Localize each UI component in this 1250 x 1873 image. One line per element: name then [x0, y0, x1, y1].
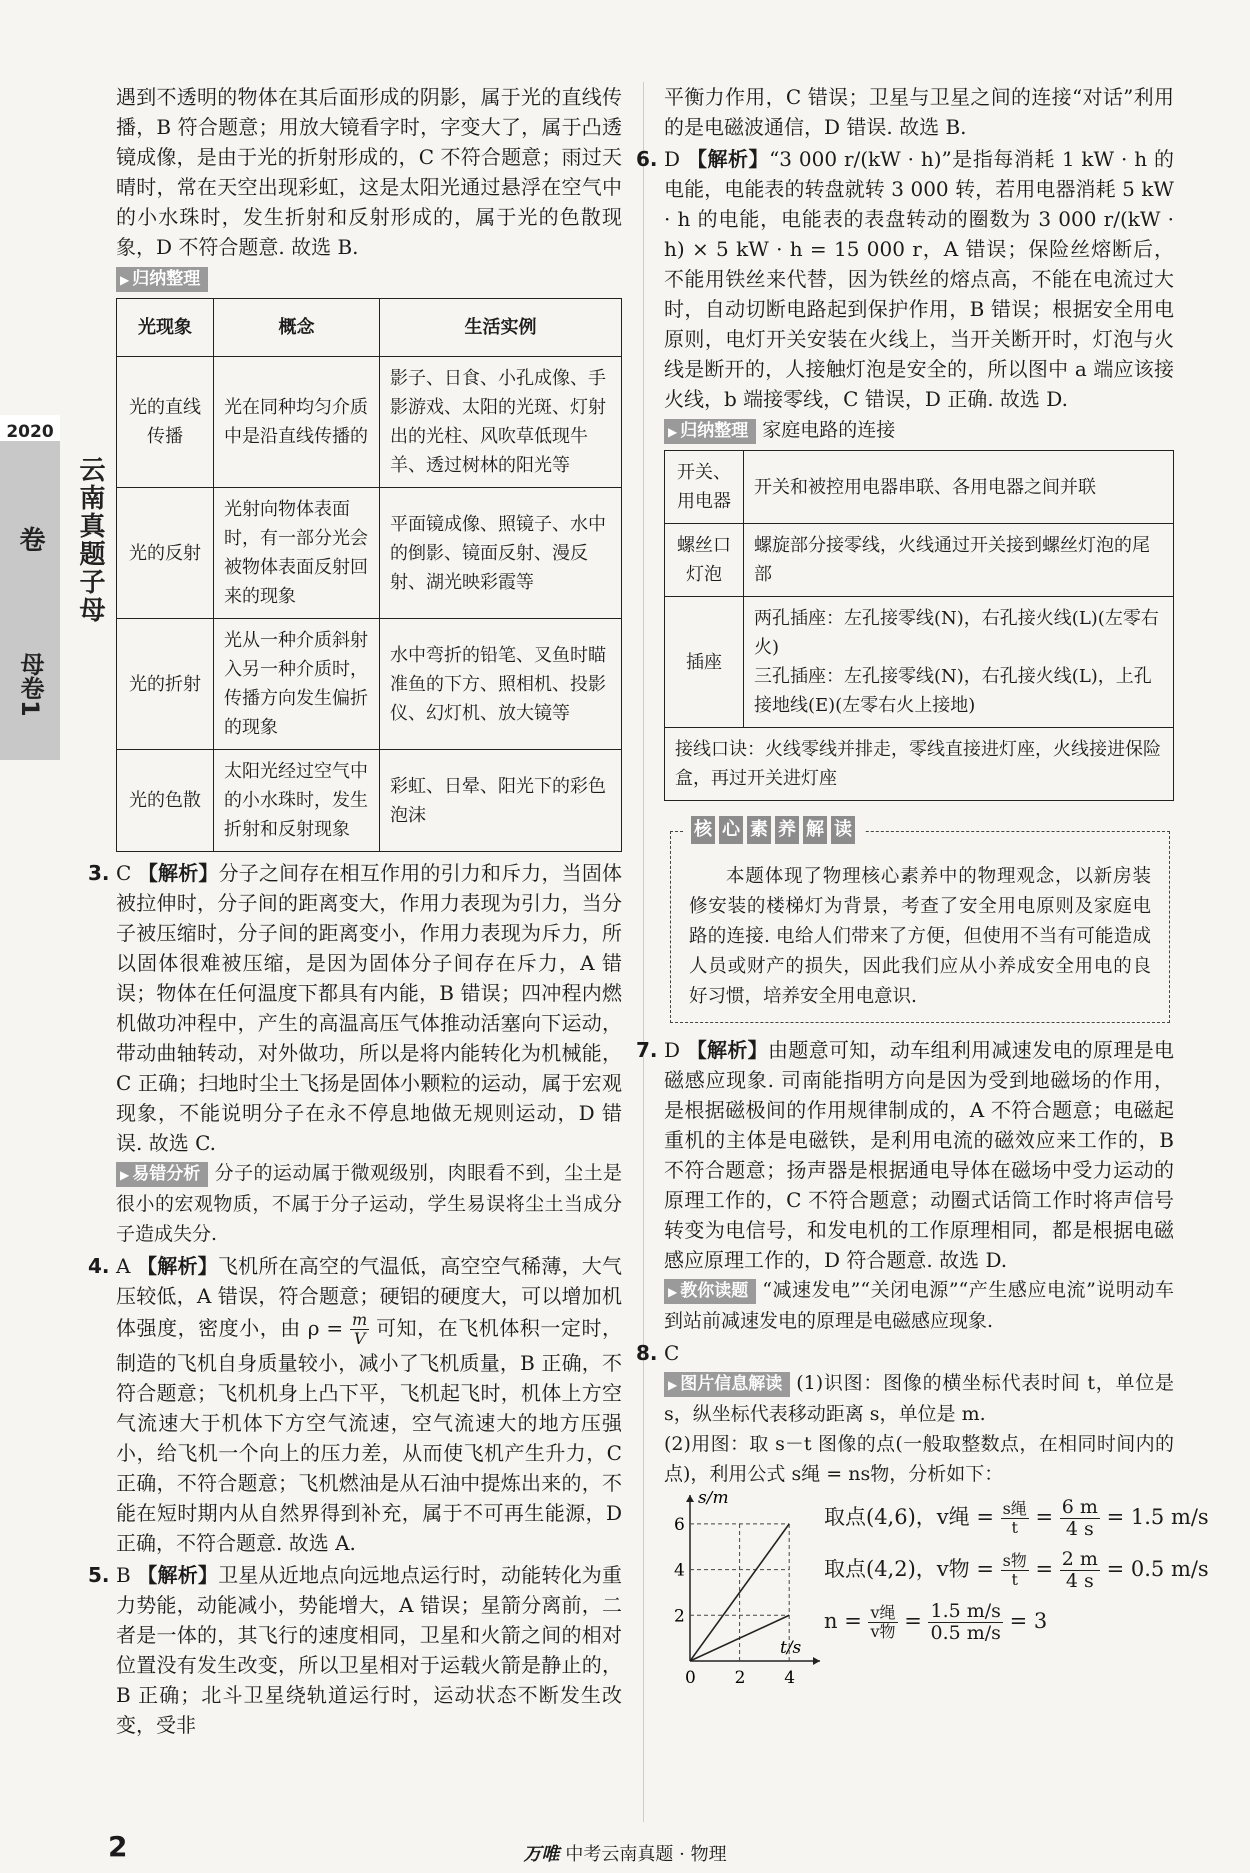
- x-tick-label: 4: [784, 1668, 796, 1688]
- table-cell: 光在同种均匀介质中是沿直线传播的: [214, 357, 380, 488]
- calc-object-speed: 取点(4,2)，v物 = $\frac{\text{s物}}{t}$ = $\frac{2 m}{4 s}$ = 0.5 m/s: [824, 1548, 1209, 1592]
- core-literacy-box: [670, 819, 1170, 1023]
- table-row: [117, 357, 622, 488]
- side-tab: [0, 415, 105, 760]
- x-tick-label: 2: [734, 1668, 746, 1688]
- footer-title: 中考云南真题 · 物理: [565, 1844, 727, 1865]
- table-cell: 影子、日食、小孔成像、手影游戏、太阳的光斑、灯射出的光柱、风吹草低现牛羊、透过树林的阳光等: [380, 357, 622, 488]
- calc-rope-speed: 取点(4,6)，v绳 = $\frac{\text{s绳}}{t}$ = $\frac{6 m}{4 s}$ = 1.5 m/s: [824, 1496, 1209, 1540]
- question-7: 7. D 【解析】由题意可知，动车组利用减速发电的原理是电磁感应现象. 司南能指明方向是因为受到地磁场的作用，是根据磁极间的作用规律制成的，A 不符合题意；电磁起重机的主体是电磁铁，是利用电流的磁效应来工作的，B 不符合题意；扬声器是根据通电导体在磁场中受力运动的原理工作的，C 不符合题意；动圈式话筒工作时将声信号转变为电信号，和发电机的工作原理相同，都是根据电磁感应原理工作的，D 符合题意. 故选 D.: [636, 1038, 1175, 1272]
- question-6: 6. D 【解析】“3 000 r/(kW · h)”是指每消耗 1 kW · h 的电能，电能表的转盘就转 3 000 转，若用电器消耗 5 kW · h 的电能，电能表的表盘转动的圈数为 3 000 r/(kW · h) × 5 kW · h = 15 000 r，A 错误；保险丝熔断后，不能用铁丝来代替，因为铁丝的熔点高，不能在电流过大时，自动切断电路起到保护作用，B 错误；根据安全用电原则，电灯开关安装在火线上，当开关断开时，灯泡与火线是断开的，人接触灯泡是安全的，所以图中 a 端应该接火线，b 端接零线，C 错误，D 正确. 故选 D.: [636, 147, 1175, 411]
- summary-badge: ▶ 归纳整理: [116, 267, 208, 292]
- table-row: [117, 750, 622, 852]
- st-graph-area: [664, 1491, 1209, 1691]
- table-row: [117, 488, 622, 619]
- series-line: [690, 1524, 789, 1661]
- table-cell: 螺丝口灯泡: [665, 524, 744, 597]
- three-hole-socket: 三孔插座：左孔接零线(N)，右孔接火线(L)，上孔接地线(E)(左零右火上接地): [754, 666, 1152, 716]
- two-hole-socket: 两孔插座：左孔接零线(N)，右孔接火线(L)(左零右火): [754, 608, 1159, 658]
- side-title: 云南真题子母卷: [15, 456, 105, 624]
- page-number: 2: [108, 1830, 128, 1863]
- table-header: 概念: [214, 299, 380, 357]
- right-column: [636, 82, 1209, 1691]
- table-row: [665, 524, 1174, 597]
- table-cell: 太阳光经过空气中的小水珠时，发生折射和反射现象: [214, 750, 380, 852]
- page-footer: [0, 1840, 1250, 1870]
- y-axis-label: s/m: [698, 1491, 729, 1508]
- question-5: 5. B 【解析】卫星从近地点向远地点运行时，动能转化为重力势能，动能减小，势能增大，A 错误；星箭分离前，二者是一体的，其飞行的速度相同，卫星和火箭之间的相对位置没有发生改变，所以卫星相对于运载火箭是静止的，B 正确；北斗卫星绕轨道运行时，运动状态不断发生改变，受非: [88, 1563, 623, 1737]
- table-cell: 彩虹、日晕、阳光下的彩色泡沫: [380, 750, 622, 852]
- x-axis-arrow: [813, 1657, 820, 1665]
- table-row: [665, 451, 1174, 524]
- core-literacy-text: 本题体现了物理核心素养中的物理观念，以新房装修安装的楼梯灯为背景，考查了安全用电原则及家庭电路的连接. 电给人们带来了方便，但使用不当有可能造成人员或财产的损失，因此我们应从小养成安全用电的良好习惯，培养安全用电意识.: [689, 866, 1151, 1007]
- table-cell: 水中弯折的铅笔、叉鱼时瞄准鱼的下方、照相机、投影仪、幻灯机、放大镜等: [380, 619, 622, 750]
- table-row: [117, 619, 622, 750]
- circuit-summary-table: [664, 450, 1174, 801]
- table-cell: 光从一种介质斜射入另一种介质时，传播方向发生偏折的现象: [214, 619, 380, 750]
- x-tick-label: 0: [685, 1668, 696, 1688]
- left-column: [88, 82, 623, 1740]
- circuit-summary-heading: ▶ 归纳整理 家庭电路的连接: [664, 414, 1174, 446]
- table-footer-cell: 接线口诀：火线零线并排走，零线直接进灯座，火线接进保险盒，再过开关进灯座: [665, 728, 1174, 801]
- table-cell: 螺旋部分接零线，火线通过开关接到螺丝灯泡的尾部: [744, 524, 1174, 597]
- q7-reading-tip: ▶ 教你读题 “减速发电”“关闭电源”“产生感应电流”说明动车到站前减速发电的原理是电磁感应现象.: [664, 1275, 1174, 1336]
- table-header: 光现象: [117, 299, 214, 357]
- density-fraction: $\frac{m}{V}$: [352, 1310, 368, 1348]
- y-tick-label: 4: [674, 1560, 685, 1581]
- table-header: 生活实例: [380, 299, 622, 357]
- question-4: 4. A 【解析】飞机所在高空的气温低，高空空气稀薄，大气压较低，A 错误，符合题意；硬铝的硬度大，可以增加机体强度，密度小，由 ρ = $\frac{m}{V}$ 可知，在飞机体积一定时，制造的飞机自身质量较小，减小了飞机质量，B 正确，不符合题意；飞机机身上凸下平，飞机起飞时，机体上方空气流速大于机体下方空气流速，空气流速大的地方压强小，给飞机一个向上的压力差，从而使飞机产生升力，C 正确，不符合题意；飞机燃油是从石油中提炼出来的，不能在短时期内从自然界得到补充，属于不可再生能源，D 正确，不符合题意. 故选 A.: [88, 1254, 623, 1555]
- table-row: [665, 597, 1174, 728]
- x-axis-label: t/s: [780, 1638, 802, 1658]
- q8-step2: (2)用图：取 s－t 图像的点(一般取整数点，在相同时间内的点)，利用公式 s绳 = ns物，分析如下：: [664, 1433, 1174, 1485]
- question-3: 3. C 【解析】分子之间存在相互作用的引力和斥力，当固体被拉伸时，分子间的距离变大，作用力表现为引力，当分子被压缩时，分子间的距离变小，作用力表现为斥力，所以固体很难被压缩，是因为固体分子间存在斥力，A 错误；物体在任何温度下都具有内能，B 错误；四冲程内燃机做功冲程中，产生的高温高压气体推动活塞向下运动，带动曲轴转动，对外做功，所以是将内能转化为机械能，C 正确；扫地时尘土飞扬是固体小颗粒的运动，属于宏观现象，不能说明分子在永不停息地做无规则运动，D 错误. 故选 C.: [88, 861, 623, 1155]
- table-row: [665, 728, 1174, 801]
- y-tick-label: 6: [674, 1514, 685, 1535]
- st-graph: [664, 1491, 824, 1691]
- table-cell: 光的色散: [117, 750, 214, 852]
- side-year: 2020: [0, 415, 60, 441]
- q5-continuation: 平衡力作用，C 错误；卫星与卫星之间的连接“对话”利用的是电磁波通信，D 错误. 故选 B.: [664, 85, 1174, 139]
- side-subtitle: 母卷1: [16, 652, 44, 717]
- brand-logo: 万唯: [523, 1844, 560, 1865]
- question-8: 8. C: [636, 1341, 680, 1365]
- calc-ratio: n = $\frac{\text{v绳}}{\text{v物}}$ = $\frac{1.5 m/s}{0.5 m/s}$ = 3: [824, 1600, 1048, 1644]
- table-cell: 插座: [665, 597, 744, 728]
- core-literacy-title: 核 心 素 养 解 读: [685, 816, 865, 844]
- table-cell: 光的折射: [117, 619, 214, 750]
- y-axis-arrow: [686, 1495, 694, 1502]
- q8-step1: ▶ 图片信息解读 (1)识图：图像的横坐标代表时间 t，单位是 s，纵坐标代表移动距离 s，单位是 m.: [664, 1368, 1174, 1429]
- table-cell: [744, 597, 1174, 728]
- table-cell: 平面镜成像、照镜子、水中的倒影、镜面反射、漫反射、湖光映彩霞等: [380, 488, 622, 619]
- table-cell: 开关和被控用电器串联、各用电器之间并联: [744, 451, 1174, 524]
- y-tick-label: 2: [674, 1606, 685, 1627]
- q3-error-note: ▶ 易错分析 分子的运动属于微观级别，肉眼看不到，尘土是很小的宏观物质，不属于分子运动，学生易误将尘土当成分子造成失分.: [116, 1158, 622, 1249]
- table-cell: 光的反射: [117, 488, 214, 619]
- q2-continuation: 遇到不透明的物体在其后面形成的阴影，属于光的直线传播，B 符合题意；用放大镜看字时，字变大了，属于凸透镜成像，是由于光的折射形成的，C 不符合题意；雨过天晴时，常在天空出现彩虹，这是太阳光通过悬浮在空气中的小水珠时，发生折射和反射形成的，属于光的色散现象，D 不符合题意. 故选 B.: [116, 85, 622, 259]
- optics-summary-table: [116, 298, 622, 852]
- column-divider: [643, 82, 644, 1822]
- table-cell: 光的直线传播: [117, 357, 214, 488]
- table-header-row: [117, 299, 622, 357]
- table-cell: 开关、用电器: [665, 451, 744, 524]
- table-cell: 光射向物体表面时，有一部分光会被物体表面反射回来的现象: [214, 488, 380, 619]
